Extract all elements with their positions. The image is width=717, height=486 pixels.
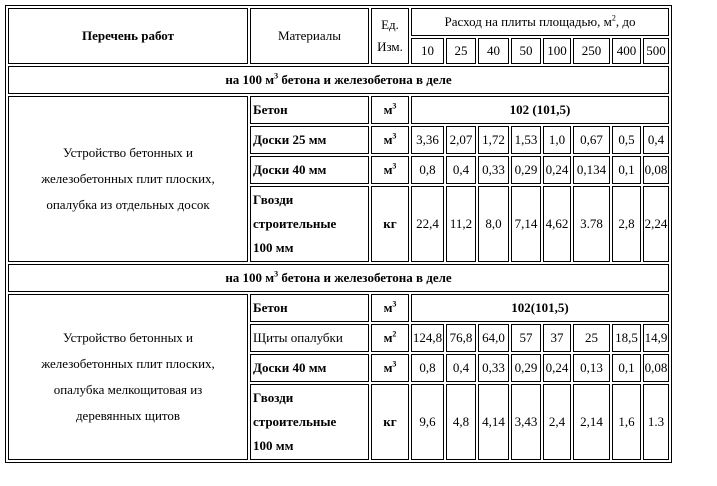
work-description: [8, 294, 248, 460]
value-cell: 0,08: [643, 354, 669, 382]
unit-cell: кг: [371, 384, 409, 460]
value-cell: 0,8: [411, 156, 444, 184]
material-name: [250, 156, 369, 184]
value-cell: 0,24: [543, 354, 571, 382]
section-title: на 100 $м^3$ бетона и железобетона в деле: [8, 66, 669, 94]
material-name: [250, 294, 369, 322]
material-norms-table: [5, 5, 672, 463]
material-name-line: Гвозди: [253, 192, 294, 207]
unit-cell: $м^3$: [371, 156, 409, 184]
table-row: [8, 96, 669, 124]
unit-cell: $м^3$: [371, 126, 409, 154]
material-name-line: строительные: [253, 414, 337, 429]
value-cell: 3,36: [411, 126, 444, 154]
header-area-100: 100: [543, 38, 571, 64]
value-cell: 0,4: [446, 156, 476, 184]
value-cell: 0,1: [612, 354, 641, 382]
header-unit: [371, 8, 409, 64]
header-area-400: 400: [612, 38, 641, 64]
header-materials: Материалы: [250, 8, 369, 64]
header-row: [8, 8, 669, 36]
work-description-line: деревянных щитов: [75, 408, 181, 423]
table-row: [8, 294, 669, 322]
value-span-cell: 102(101,5): [411, 294, 669, 322]
value-cell: 0,8: [411, 354, 444, 382]
work-description-line: железобетонных плит плоских,: [41, 356, 215, 371]
value-cell: 1,6: [612, 384, 641, 460]
header-unit-line1: Ед.: [381, 17, 399, 32]
material-name-line: строительные: [253, 216, 337, 231]
value-cell: 2,8: [612, 186, 641, 262]
value-cell: 0,13: [573, 354, 610, 382]
value-cell: 0,33: [478, 354, 509, 382]
section-title-row: [8, 264, 669, 292]
material-name-line: Бетон: [253, 102, 288, 117]
unit-cell: кг: [371, 186, 409, 262]
value-cell: 4,8: [446, 384, 476, 460]
material-name-line: Доски 25 мм: [253, 132, 327, 147]
unit-cell: $м^3$: [371, 294, 409, 322]
header-area-10: 10: [411, 38, 444, 64]
value-cell: 1,0: [543, 126, 571, 154]
value-cell: 1,72: [478, 126, 509, 154]
value-cell: 0,4: [643, 126, 669, 154]
material-name-line: 100 мм: [253, 240, 294, 255]
value-cell: 11,2: [446, 186, 476, 262]
value-cell: 4,62: [543, 186, 571, 262]
material-name-line: Доски 40 мм: [253, 162, 327, 177]
value-cell: 0,24: [543, 156, 571, 184]
value-cell: 76,8: [446, 324, 476, 352]
header-unit-line2: Изм.: [377, 39, 403, 54]
value-cell: 22,4: [411, 186, 444, 262]
value-cell: 1,53: [511, 126, 541, 154]
material-name-line: Бетон: [253, 300, 288, 315]
material-name: [250, 324, 369, 352]
unit-cell: $м^3$: [371, 354, 409, 382]
value-cell: 2,24: [643, 186, 669, 262]
header-area-250: 250: [573, 38, 610, 64]
material-name-line: Доски 40 мм: [253, 360, 327, 375]
value-cell: 14,9: [643, 324, 669, 352]
work-description-line: опалубка мелкощитовая из: [53, 382, 203, 397]
value-cell: 64,0: [478, 324, 509, 352]
value-cell: 0,33: [478, 156, 509, 184]
material-name: [250, 96, 369, 124]
value-cell: 0,29: [511, 354, 541, 382]
material-name-line: Щиты опалубки: [253, 330, 343, 345]
section-title-row: [8, 66, 669, 94]
material-name-line: 100 мм: [253, 438, 294, 453]
value-cell: 2,07: [446, 126, 476, 154]
value-cell: 0,29: [511, 156, 541, 184]
value-cell: 7,14: [511, 186, 541, 262]
value-cell: 3,43: [511, 384, 541, 460]
value-cell: 57: [511, 324, 541, 352]
header-area-500: 500: [643, 38, 669, 64]
material-name-line: Гвозди: [253, 390, 294, 405]
work-description-line: Устройство бетонных и: [62, 330, 194, 345]
value-cell: 0,67: [573, 126, 610, 154]
work-description-line: железобетонных плит плоских,: [41, 171, 215, 186]
header-consumption: Расход на плиты площадью, $м^2$, до: [411, 8, 669, 36]
value-cell: 0,134: [573, 156, 610, 184]
value-cell: 4,14: [478, 384, 509, 460]
value-cell: 2,14: [573, 384, 610, 460]
header-area-50: 50: [511, 38, 541, 64]
norms-table-wrapper: [5, 5, 672, 463]
value-cell: 18,5: [612, 324, 641, 352]
unit-cell: $м^3$: [371, 96, 409, 124]
value-span-cell: 102 (101,5): [411, 96, 669, 124]
value-cell: 8,0: [478, 186, 509, 262]
unit-cell: $м^2$: [371, 324, 409, 352]
work-description-line: опалубка из отдельных досок: [46, 197, 210, 212]
value-cell: 0,4: [446, 354, 476, 382]
work-description-line: Устройство бетонных и: [62, 145, 194, 160]
material-name: [250, 186, 369, 262]
section-title: на 100 $м^3$ бетона и железобетона в деле: [8, 264, 669, 292]
material-name: [250, 384, 369, 460]
value-cell: 0,08: [643, 156, 669, 184]
material-name: [250, 126, 369, 154]
header-area-25: 25: [446, 38, 476, 64]
value-cell: 0,5: [612, 126, 641, 154]
value-cell: 37: [543, 324, 571, 352]
value-cell: 9,6: [411, 384, 444, 460]
value-cell: 0,1: [612, 156, 641, 184]
value-cell: 124,8: [411, 324, 444, 352]
header-area-40: 40: [478, 38, 509, 64]
work-description: [8, 96, 248, 262]
material-name: [250, 354, 369, 382]
header-works: Перечень работ: [8, 8, 248, 64]
value-cell: 3.78: [573, 186, 610, 262]
value-cell: 25: [573, 324, 610, 352]
value-cell: 1.3: [643, 384, 669, 460]
value-cell: 2,4: [543, 384, 571, 460]
